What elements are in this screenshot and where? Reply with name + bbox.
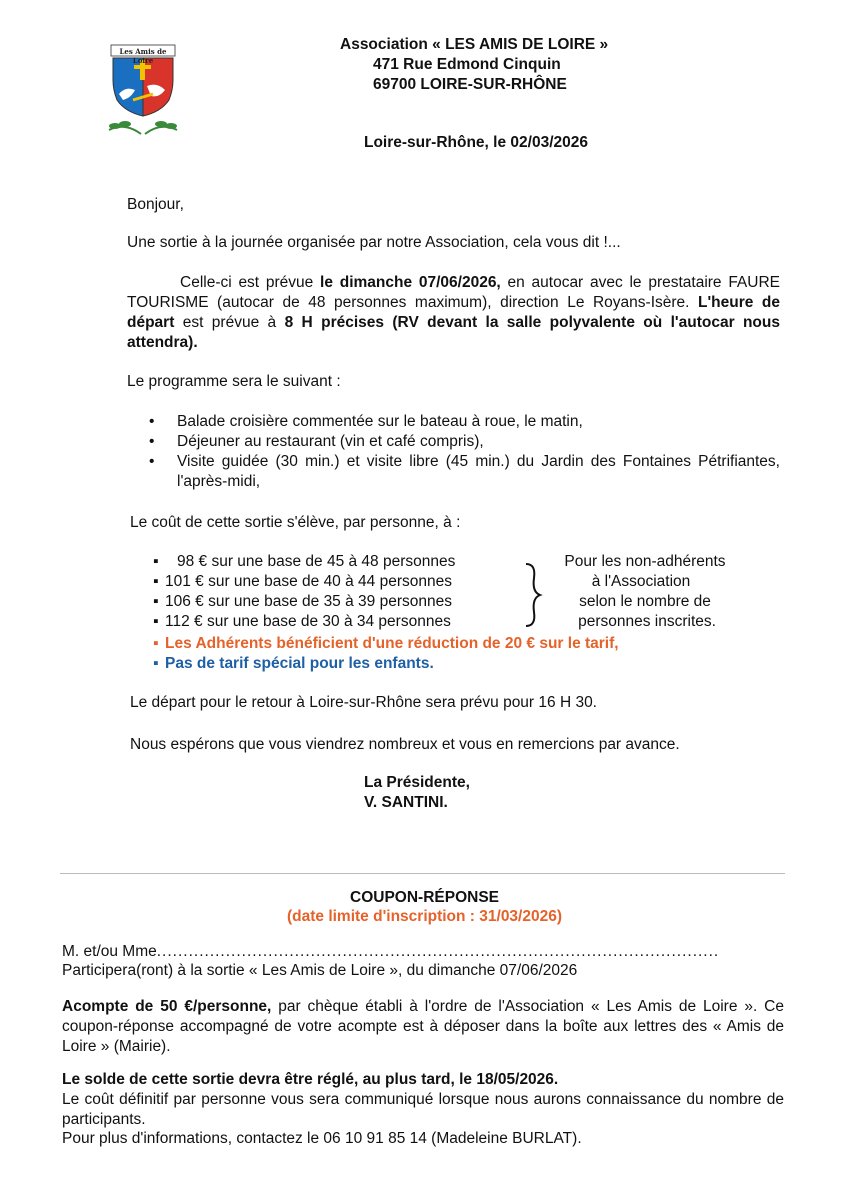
name-dotted-line[interactable]: .......................................................................................................... bbox=[156, 943, 720, 960]
bullet-icon: ▪ bbox=[153, 635, 159, 652]
place-date: Loire-sur-Rhône, le 02/03/2026 bbox=[364, 134, 588, 151]
bullet-icon: • bbox=[149, 413, 155, 430]
price-note-line: à l'Association bbox=[591, 573, 691, 590]
member-discount bbox=[153, 634, 619, 654]
program-item bbox=[127, 432, 780, 452]
signature-title: La Présidente, bbox=[364, 774, 470, 791]
children-rate-text: Pas de tarif spécial pour les enfants. bbox=[165, 655, 434, 672]
p1-text-3: est prévue à bbox=[174, 314, 285, 331]
association-street: 471 Rue Edmond Cinquin bbox=[373, 56, 561, 73]
program-item bbox=[127, 412, 780, 432]
program-item-text: Balade croisière commentée sur le bateau à roue, le matin, bbox=[177, 413, 583, 430]
departure-paragraph bbox=[127, 273, 780, 353]
balance-deadline: Le solde de cette sortie devra être réglé, au plus tard, le 18/05/2026. bbox=[62, 1071, 559, 1088]
association-crest bbox=[95, 42, 191, 146]
p1-date: le dimanche 07/06/2026, bbox=[320, 274, 501, 291]
crest-label: Les Amis de Loire bbox=[119, 47, 167, 65]
deposit-paragraph bbox=[62, 997, 784, 1057]
price-note-line: personnes inscrites. bbox=[578, 613, 716, 630]
closing: Nous espérons que vous viendrez nombreux et vous en remercions par avance. bbox=[130, 736, 680, 753]
bullet-icon: ▪ bbox=[153, 655, 159, 672]
p1-depart: L'heure de départ bbox=[127, 294, 780, 331]
bullet-icon: • bbox=[149, 453, 155, 470]
price-note-line: Pour les non-adhérents bbox=[564, 553, 726, 570]
association-city: 69700 LOIRE-SUR-RHÔNE bbox=[373, 76, 567, 93]
price-row bbox=[153, 612, 451, 632]
contact-info: Pour plus d'informations, contactez le 06 10 91 85 14 (Madeleine BURLAT). bbox=[62, 1130, 582, 1147]
price-row bbox=[153, 592, 452, 612]
participation-line: Participera(ront) à la sortie « Les Amis de Loire », du dimanche 07/06/2026 bbox=[62, 962, 578, 979]
final-cost-info: Le coût définitif par personne vous sera communiqué lorsque nous aurons connaissance du nombre de participants. bbox=[62, 1091, 784, 1128]
program-item-text: Visite guidée (30 min.) et visite libre (45 min.) du Jardin des Fontaines Pétrifiantes, l'après-midi, bbox=[177, 453, 780, 490]
p1-time: 8 H précises (RV devant la salle polyvalente où l'autocar nous attendra). bbox=[127, 314, 780, 351]
price-text: 101 € sur une base de 40 à 44 personnes bbox=[165, 573, 452, 590]
bullet-icon: • bbox=[149, 433, 155, 450]
coupon-deadline: (date limite d'inscription : 31/03/2026) bbox=[286, 908, 563, 925]
children-rate bbox=[153, 654, 434, 674]
deposit-text: par chèque établi à l'ordre de l'Association « Les Amis de Loire ». Ce coupon-réponse accompagné de votre acompte est à déposer dans la boîte aux lettres des « Amis de Loire » (Mairie). bbox=[62, 998, 784, 1055]
price-text: 98 € sur une base de 45 à 48 personnes bbox=[177, 553, 456, 570]
price-row bbox=[153, 552, 455, 572]
deposit-amount: Acompte de 50 €/personne, bbox=[62, 998, 272, 1015]
name-field[interactable] bbox=[62, 943, 719, 961]
bullet-icon: ▪ bbox=[153, 613, 159, 630]
intro: Une sortie à la journée organisée par notre Association, cela vous dit !... bbox=[127, 234, 621, 251]
program-item bbox=[127, 452, 780, 492]
p1-text-2: en autocar avec le prestataire FAURE TOURISME (autocar de 48 personnes maximum), direction Le Royans-Isère. bbox=[127, 274, 780, 311]
program-intro: Le programme sera le suivant : bbox=[127, 373, 341, 390]
price-text: 112 € sur une base de 30 à 34 personnes bbox=[165, 613, 451, 630]
bullet-icon: ▪ bbox=[153, 553, 159, 570]
bullet-icon: ▪ bbox=[153, 593, 159, 610]
coupon-separator bbox=[60, 873, 785, 874]
greeting: Bonjour, bbox=[127, 196, 184, 213]
program-item-text: Déjeuner au restaurant (vin et café compris), bbox=[177, 433, 484, 450]
p1-text-1: Celle-ci est prévue bbox=[180, 274, 321, 291]
bullet-icon: ▪ bbox=[153, 573, 159, 590]
return-info: Le départ pour le retour à Loire-sur-Rhône sera prévu pour 16 H 30. bbox=[130, 694, 597, 711]
price-text: 106 € sur une base de 35 à 39 personnes bbox=[165, 593, 452, 610]
signature-name: V. SANTINI. bbox=[364, 794, 448, 811]
price-note-line: selon le nombre de bbox=[579, 593, 711, 610]
member-discount-text: Les Adhérents bénéficient d'une réduction de 20 € sur le tarif, bbox=[165, 635, 619, 652]
price-row bbox=[153, 572, 452, 592]
association-name: Association « LES AMIS DE LOIRE » bbox=[340, 36, 609, 53]
name-label: M. et/ou Mme bbox=[62, 943, 157, 960]
program-list bbox=[127, 412, 780, 492]
coupon-title: COUPON-RÉPONSE bbox=[350, 889, 499, 906]
cost-intro: Le coût de cette sortie s'élève, par personne, à : bbox=[130, 514, 461, 531]
